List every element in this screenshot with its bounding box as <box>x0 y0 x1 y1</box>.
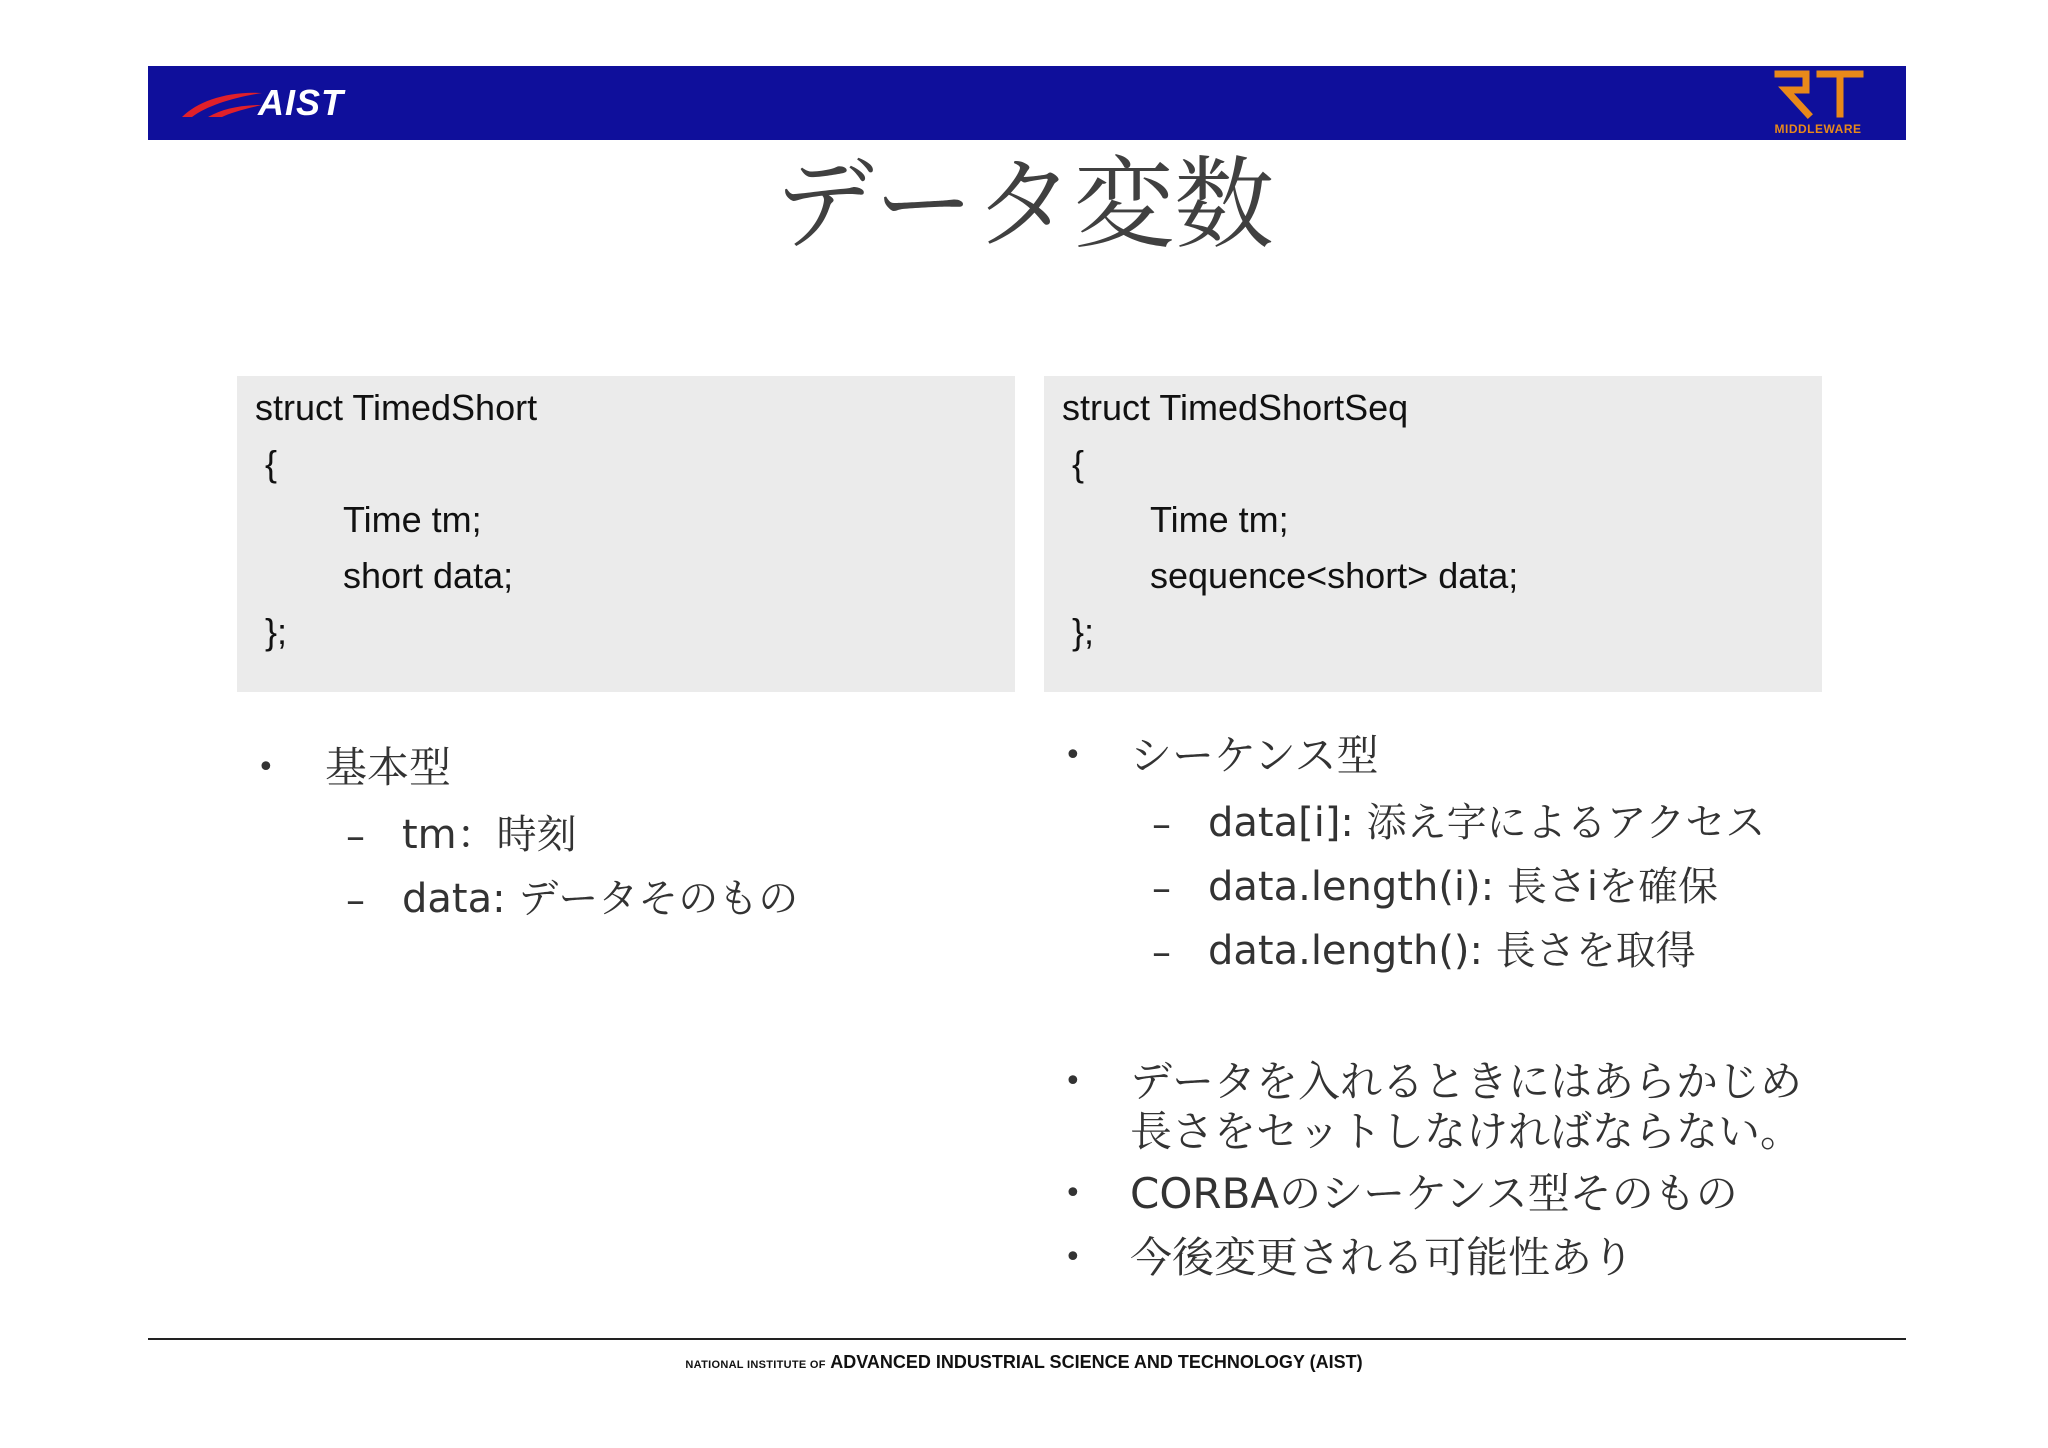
code-line: sequence<short> data; <box>1150 555 1519 596</box>
sub-bullet-length-get: data.length(): 長さを取得 <box>1208 928 1696 974</box>
bullet-icon: • <box>1064 1176 1082 1211</box>
dash-icon: – <box>1152 930 1171 974</box>
sub-bullet-data: data: データそのもの <box>402 876 799 922</box>
page-title: データ変数 <box>774 146 1274 263</box>
bullet-icon: • <box>1064 1240 1082 1275</box>
code-box-timed-short <box>237 376 1015 692</box>
code-box-timed-short-seq <box>1044 376 1822 692</box>
dash-icon: – <box>1152 866 1171 910</box>
code-line: Time tm; <box>1150 499 1289 540</box>
sub-bullet-data-index: data[i]: 添え字によるアクセス <box>1208 800 1766 846</box>
dash-icon: – <box>346 878 365 922</box>
footer-big-text: ADVANCED INDUSTRIAL SCIENCE AND TECHNOLOGY (AIST) <box>830 1352 1363 1372</box>
rt-logo-subtext: MIDDLEWARE <box>1774 122 1862 136</box>
note-may-change: 今後変更される可能性あり <box>1130 1233 1635 1282</box>
code-line: short data; <box>343 555 514 596</box>
code-line: struct TimedShort <box>255 387 538 428</box>
bullet-icon: • <box>257 750 275 785</box>
note-corba-sequence: CORBAのシーケンス型そのもの <box>1130 1169 1738 1218</box>
bullet-icon: • <box>1064 1064 1082 1099</box>
dash-icon: – <box>346 814 365 858</box>
note-preset-length-line2: 長さをセットしなければならない。 <box>1130 1107 1803 1156</box>
header-band <box>148 66 1906 140</box>
footer-small-text: NATIONAL INSTITUTE OF <box>685 1359 826 1371</box>
dash-icon: – <box>1152 802 1171 846</box>
code-line: }; <box>255 611 288 652</box>
code-line: { <box>255 443 278 484</box>
aist-logo-text: AIST <box>258 82 345 123</box>
aist-swoosh-icon <box>178 83 266 123</box>
rt-mark-icon <box>1772 68 1864 120</box>
bullet-main-sequence-type: シーケンス型 <box>1130 731 1379 780</box>
rt-middleware-logo <box>1758 68 1878 138</box>
footer-organization <box>0 1352 2048 1373</box>
sub-bullet-tm: tm：時刻 <box>402 812 577 858</box>
code-line: Time tm; <box>343 499 482 540</box>
aist-logo <box>178 82 344 124</box>
code-line: { <box>1062 443 1085 484</box>
footer-divider <box>148 1338 1906 1340</box>
code-line: }; <box>1062 611 1095 652</box>
code-line: struct TimedShortSeq <box>1062 387 1409 428</box>
sub-bullet-length-set: data.length(i): 長さiを確保 <box>1208 864 1718 910</box>
bullet-icon: • <box>1064 738 1082 773</box>
note-preset-length-line1: データを入れるときにはあらかじめ <box>1130 1057 1803 1106</box>
bullet-main-basic-type: 基本型 <box>325 743 452 792</box>
